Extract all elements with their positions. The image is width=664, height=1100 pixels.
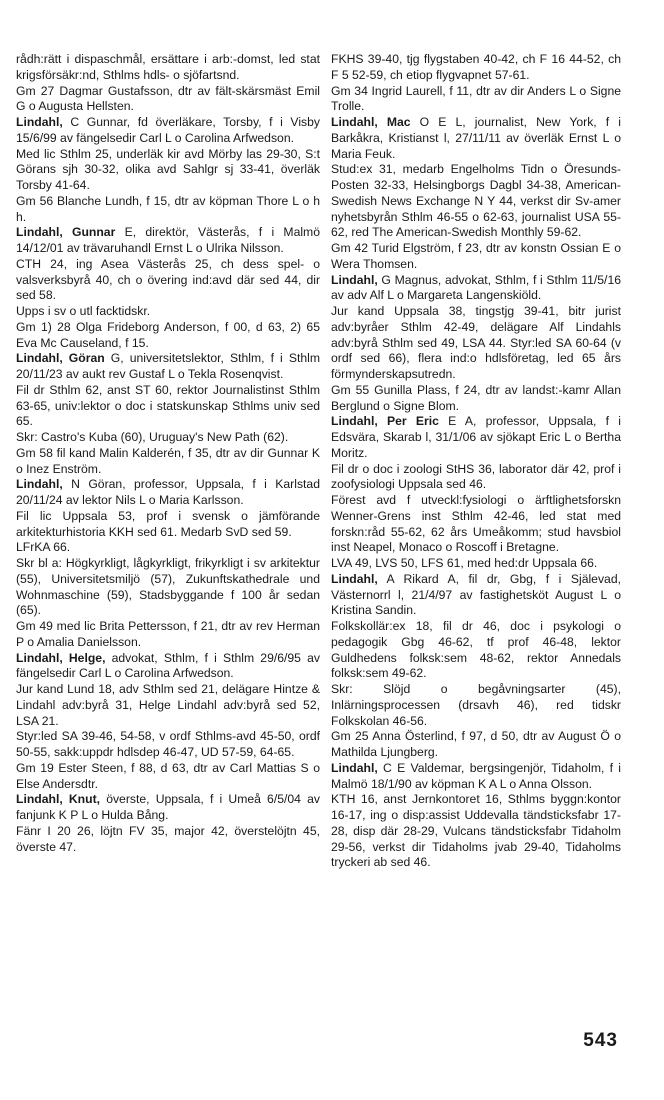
biography-paragraph (331, 556, 621, 572)
biography-paragraph (331, 241, 621, 273)
entry-text: Jur kand Uppsala 38, tingstjg 39-41, bitr jurist adv:byråer Sthlm 42-49, delägare Alf Lindahls adv:byrå Sthlm sed 49, LSA 44. Styr:led SA 60-64 (v ordf sed 66), flera ind:o hdlsföretag, led 65 års förmynderskapsutredn. (331, 304, 621, 381)
left-column (16, 52, 320, 855)
biography-paragraph (16, 194, 320, 226)
entry-text: Gm 1) 28 Olga Frideborg Anderson, f 00, d 63, 2) 65 Eva Mc Causeland, f 15. (16, 319, 320, 350)
biography-paragraph (16, 304, 320, 320)
entry-text: Gm 25 Anna Österlind, f 97, d 50, dtr av August Ö o Mathilda Ljungberg. (331, 729, 621, 759)
entry-surname: Lindahl, Göran (16, 351, 105, 366)
entry-surname: Lindahl, Gunnar (16, 225, 116, 240)
entry-text: E, direktör, Västerås, f i Malmö 14/12/01 av trävaruhandl Ernst L o Ulrika Nilsson. (16, 225, 320, 255)
entry-text: Skr: Slöjd o begåvningsarter (45), Inlärningsprocessen (drsavh 46), red tidskr Folkskolan 46-56. (331, 682, 621, 728)
entry-text: Fil dr o doc i zoologi StHS 36, laborator där 42, prof i zoofysiologi Uppsala sed 46. (331, 461, 621, 492)
entry-surname: Lindahl, (16, 115, 63, 129)
biography-entry-heading (331, 115, 621, 162)
biography-paragraph (16, 430, 320, 446)
entry-text: Gm 58 fil kand Malin Kalderén, f 35, dtr av dir Gunnar K o Inez Enström. (16, 445, 320, 476)
biography-paragraph (16, 52, 320, 84)
entry-text: A Rikard A, fil dr, Gbg, f i Själevad, Västernorrl l, 21/4/97 av fastighetsköt August L o Kristina Sandin. (331, 571, 622, 618)
biography-paragraph (16, 682, 320, 729)
entry-text: rådh:rätt i dispaschmål, ersättare i arb:-domst, led stat krigsförsäkr:nd, Sthlms hdls- o sjöfartsnd. (16, 52, 320, 82)
entry-text: Fil dr Sthlm 62, anst ST 60, rektor Journalistinst Sthlm 63-65, univ:lektor o doc i statskunskap Sthlms univ sed 65. (16, 382, 320, 429)
entry-text: C Gunnar, fd överläkare, Torsby, f i Visby 15/6/99 av fängelsedir Carl L o Carolina Arfwedson. (16, 115, 320, 145)
entry-surname: Lindahl, Knut, (16, 792, 101, 807)
entry-text: E A, professor, Uppsala, f i Edsvära, Skarab l, 31/1/06 av sjökapt Eric L o Bertha Moritz. (331, 414, 621, 460)
entry-text: KTH 16, anst Jernkontoret 16, Sthlms byggn:kontor 16-17, ing o disp:assist Uddevalla tändsticksfabr 17-28, disp där 28-29, Vulcans tändsticksfabr Tidaholm 29-56, verkst dir Tidaholms jvab 29-40, Tidaholms tryckeri ab sed 46. (331, 792, 621, 870)
entry-surname: Lindahl, Mac (331, 115, 411, 129)
entry-surname: Lindahl, (331, 760, 378, 775)
biography-entry-heading (16, 651, 320, 683)
biography-paragraph (16, 824, 320, 856)
biography-paragraph (16, 147, 320, 194)
biography-paragraph (331, 304, 621, 383)
entry-text: LFrKA 66. (16, 540, 71, 555)
biography-paragraph (16, 619, 320, 651)
biography-paragraph (331, 493, 621, 556)
entry-text: C E Valdemar, bergsingenjör, Tidaholm, f i Malmö 18/1/90 av köpman K A L o Anna Olsson. (331, 760, 621, 791)
biography-paragraph (16, 761, 320, 793)
biography-paragraph (16, 84, 320, 116)
biography-entry-heading (331, 572, 621, 619)
biography-paragraph (331, 462, 621, 494)
entry-text: Gm 55 Gunilla Plass, f 24, dtr av landst:-kamr Allan Berglund o Signe Blom. (331, 382, 621, 413)
entry-text: Upps i sv o utl facktidskr. (16, 304, 151, 318)
entry-text: Gm 34 Ingrid Laurell, f 11, dtr av dir Anders L o Signe Trolle. (331, 83, 621, 114)
biography-paragraph (331, 619, 621, 682)
entry-text: Gm 49 med lic Brita Pettersson, f 21, dtr av rev Herman P o Amalia Danielsson. (16, 619, 320, 649)
entry-text: CTH 24, ing Asea Västerås 25, ch dess spel- o valsverksbyrå 40, ch o övering ind:avd där sed 44, dir sed 58. (16, 256, 320, 303)
entry-text: Gm 27 Dagmar Gustafsson, dtr av fält-skärsmäst Emil G o Augusta Hellsten. (16, 83, 320, 114)
entry-text: Gm 19 Ester Steen, f 88, d 63, dtr av Carl Mattias S o Else Andersdtr. (16, 760, 320, 791)
entry-text: Gm 42 Turid Elgström, f 23, dtr av konstn Ossian E o Wera Thomsen. (331, 241, 621, 271)
biography-entry-heading (16, 115, 320, 147)
entry-text: G Magnus, advokat, Sthlm, f i Sthlm 11/5/16 av adv Alf L o Margareta Langenskiöld. (331, 272, 621, 303)
entry-surname: Lindahl, Per Eric (331, 414, 439, 429)
entry-text: Skr: Castro's Kuba (60), Uruguay's New Path (62). (16, 430, 289, 444)
entry-surname: Lindahl, Helge, (16, 650, 106, 665)
biography-entry-heading (331, 761, 621, 793)
entry-text: Styr:led SA 39-46, 54-58, v ordf Sthlms-avd 45-50, ordf 50-55, sakk:uppdr hdlsdep 46-47, UD 57-59, 64-65. (16, 729, 320, 759)
biography-paragraph (331, 792, 621, 871)
entry-text: N Göran, professor, Uppsala, f i Karlstad 20/11/24 av lektor Nils L o Maria Karlsson. (16, 477, 320, 507)
entry-surname: Lindahl, (331, 571, 378, 586)
entry-surname: Lindahl, (331, 272, 378, 287)
biography-paragraph (331, 729, 621, 761)
biography-paragraph (16, 540, 320, 556)
biography-entry-heading (331, 414, 621, 461)
biography-paragraph (331, 383, 621, 415)
entry-text: Stud:ex 31, medarb Engelholms Tidn o Öresunds-Posten 32-33, Helsingborgs Dagbl 34-38, American-Swedish News Exchange N Y 44, verkst dir Sv-amer nyhetsbyrån Sthlm 46-55 o 62-63, journalist USA 55-62, red The American-Swedish Monthly 59-62. (331, 162, 621, 240)
entry-text: Skr bl a: Högkyrkligt, lågkyrkligt, frikyrkligt i sv arkitektur (55), Universitetsmiljö (57), Zukunftskathedrale und Wohnmaschine (59), Stadsbyggande f 100 år sedan (65). (16, 556, 320, 618)
entry-text: LVA 49, LVS 50, LFS 61, med hed:dr Uppsala 66. (331, 556, 598, 570)
entry-text: FKHS 39-40, tjg flygstaben 40-42, ch F 16 44-52, ch F 5 52-59, ch etiop flygvapnet 57-61. (331, 52, 621, 82)
entry-text: Fil lic Uppsala 53, prof i svensk o jämförande arkitekturhistoria KKH sed 61. Medarb SvD sed 59. (16, 508, 320, 539)
biography-paragraph (16, 729, 320, 761)
entry-text: överste, Uppsala, f i Umeå 6/5/04 av fanjunk K P L o Hulda Bång. (16, 792, 320, 822)
biography-entry-heading (16, 792, 320, 824)
biography-paragraph (16, 556, 320, 619)
biography-paragraph (16, 320, 320, 352)
entry-text: Med lic Sthlm 25, underläk kir avd Mörby las 29-30, S:t Görans sjh 30-32, olika avd Sahlgr sj 33-41, överläk Torsby 41-64. (16, 146, 320, 192)
right-column (331, 52, 621, 871)
biography-entry-heading (16, 225, 320, 257)
entry-text: Gm 56 Blanche Lundh, f 15, dtr av köpman Thore L o h h. (16, 193, 320, 224)
biography-paragraph (16, 257, 320, 304)
biography-paragraph (331, 84, 621, 116)
entry-text: advokat, Sthlm, f i Sthlm 29/6/95 av fängelsedir Carl L o Carolina Arfwedson. (16, 650, 320, 681)
page-number: 543 (583, 1030, 618, 1051)
entry-text: G, universitetslektor, Sthlm, f i Sthlm 20/11/23 av aukt rev Gustaf L o Tekla Rosenqvist. (16, 351, 320, 381)
biography-paragraph (16, 383, 320, 430)
entry-surname: Lindahl, (16, 477, 63, 492)
entry-text: Fänr I 20 26, löjtn FV 35, major 42, överstelöjtn 45, överste 47. (16, 823, 320, 854)
biography-paragraph (331, 682, 621, 729)
biography-entry-heading (16, 477, 320, 509)
biography-paragraph (331, 162, 621, 241)
entry-text: Folkskollär:ex 18, fil dr 46, doc i psykologi o pedagogik Gbg 46-62, tf prof 46-48, lektor Guldhedens folksk:sem 48-62, rektor Annedals folksk:sem 49-62. (331, 619, 621, 681)
biography-entry-heading (16, 351, 320, 383)
entry-text: O E L, journalist, New York, f i Barkåkra, Kristianst l, 27/11/11 av överläk Ernst L o Maria Feuk. (331, 115, 622, 161)
biography-paragraph (331, 52, 621, 84)
biography-paragraph (16, 509, 320, 541)
entry-text: Förest avd f utveckl:fysiologi o ärftlighetsforskn Wenner-Grens inst Sthlm 42-46, led stat med forskn:råd 55-62, 62 års Umeåkomm; stud havsbiol inst Neapel, Monaco o Roscoff i Bretagne. (331, 493, 621, 555)
biography-paragraph (16, 446, 320, 478)
biography-entry-heading (331, 273, 621, 305)
entry-text: Jur kand Lund 18, adv Sthlm sed 21, delägare Hintze & Lindahl adv:byrå 31, Helge Lindahl adv:byrå sed 52, LSA 21. (16, 682, 320, 728)
